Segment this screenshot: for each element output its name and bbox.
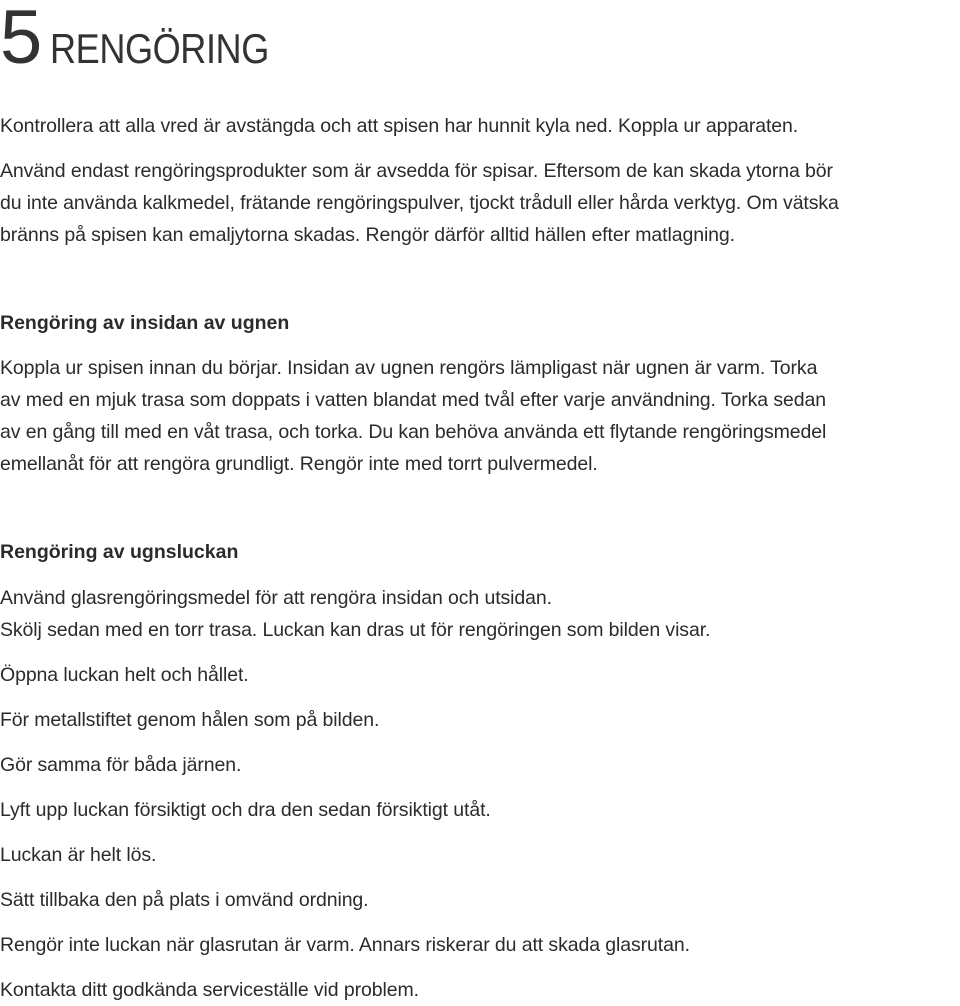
step-text: Rengör inte luckan när glasrutan är varm. Annars riskerar du att skada glasrutan. xyxy=(0,934,690,956)
intro-line: du inte använda kalkmedel, frätande rengöringspulver, tjockt trådull eller hårda verktyg. Om vätska xyxy=(0,192,839,214)
door-step xyxy=(0,794,960,826)
door-step xyxy=(0,974,960,1006)
door-step xyxy=(0,839,960,871)
step-text: Kontakta ditt godkända serviceställe vid problem. xyxy=(0,979,419,1001)
step-text: Gör samma för båda järnen. xyxy=(0,754,242,776)
door-step xyxy=(0,749,960,781)
step-text: Sätt tillbaka den på plats i omvänd ordning. xyxy=(0,889,369,911)
door-step xyxy=(0,929,960,961)
paragraph-line: av med en mjuk trasa som doppats i vatten blandat med tvål efter varje användning. Torka sedan xyxy=(0,389,826,411)
paragraph-line: Använd glasrengöringsmedel för att rengöra insidan och utsidan. xyxy=(0,587,552,609)
paragraph-line: av en gång till med en våt trasa, och torka. Du kan behöva använda ett flytande rengöringsmedel xyxy=(0,421,827,443)
section-number: 5 xyxy=(0,0,41,80)
oven-inside-paragraph xyxy=(0,352,960,480)
door-step xyxy=(0,704,960,736)
oven-inside-heading: Rengöring av insidan av ugnen xyxy=(0,312,290,334)
paragraph-line: emellanåt för att rengöra grundligt. Rengör inte med torrt pulvermedel. xyxy=(0,453,598,475)
intro-line: Använd endast rengöringsprodukter som är avsedda för spisar. Eftersom de kan skada ytorna bör xyxy=(0,160,833,182)
step-text: Luckan är helt lös. xyxy=(0,844,157,866)
intro-paragraph-2 xyxy=(0,155,960,251)
intro-line: Kontrollera att alla vred är avstängda och att spisen har hunnit kyla ned. Koppla ur apparaten. xyxy=(0,115,799,137)
section-title xyxy=(0,0,305,80)
intro-line: bränns på spisen kan emaljytorna skadas. Rengör därför alltid hällen efter matlagning. xyxy=(0,224,735,246)
door-heading: Rengöring av ugnsluckan xyxy=(0,541,239,563)
door-step xyxy=(0,884,960,916)
door-step xyxy=(0,659,960,691)
step-text: Öppna luckan helt och hållet. xyxy=(0,664,249,686)
intro-paragraph-1 xyxy=(0,110,960,142)
door-paragraph xyxy=(0,582,960,646)
step-text: Lyft upp luckan försiktigt och dra den sedan försiktigt utåt. xyxy=(0,799,491,821)
paragraph-line: Koppla ur spisen innan du börjar. Insidan av ugnen rengörs lämpligast när ugnen är varm. Torka xyxy=(0,357,818,379)
paragraph-line: Skölj sedan med en torr trasa. Luckan kan dras ut för rengöringen som bilden visar. xyxy=(0,619,711,641)
step-text: För metallstiftet genom hålen som på bilden. xyxy=(0,709,380,731)
section-heading: RENGÖRING xyxy=(50,25,270,72)
